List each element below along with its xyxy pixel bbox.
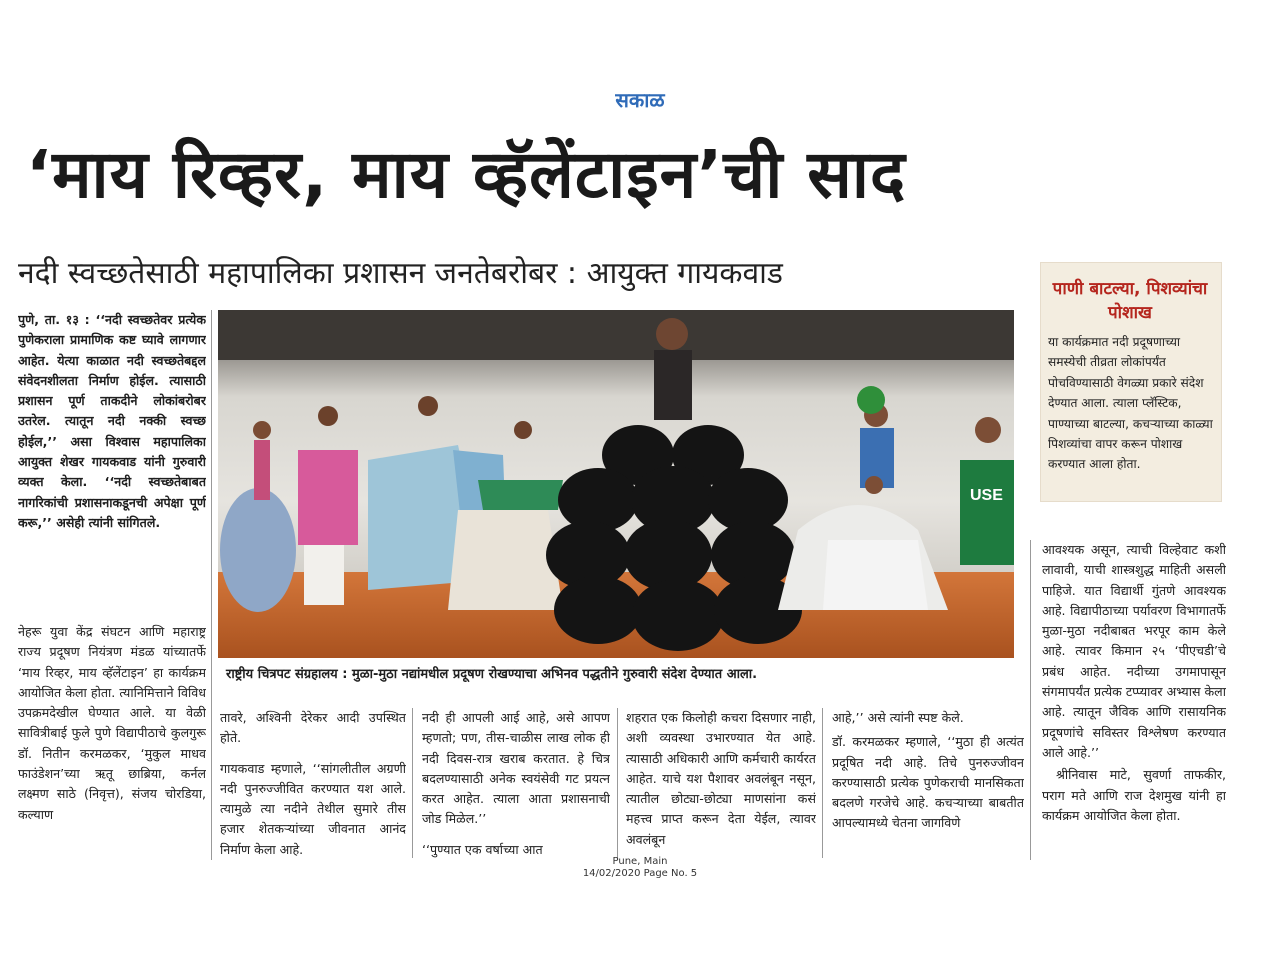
- column-1-continued: [18, 622, 206, 862]
- column-rule: [617, 708, 618, 858]
- sidebar-title: पाणी बाटल्या, पिशव्यांचा पोशाख: [1052, 279, 1208, 323]
- masthead: सकाळ: [615, 88, 665, 112]
- column-2: [220, 708, 406, 858]
- column-3-paragraph-b: ‘‘पुण्यात एक वर्षाच्या आत: [422, 841, 543, 857]
- column-2-paragraph: तावरे, अश्विनी देरेकर आदी उपस्थित होते.: [220, 710, 406, 746]
- headline: ‘माय रिव्हर, माय व्हॅलेंटाइन’ची साद: [26, 136, 907, 213]
- column-1-paragraph: नेहरू युवा केंद्र संघटन आणि महाराष्ट्र राज्य प्रदूषण नियंत्रण मंडळ यांच्यातर्फे ‘माय रिव्हर, माय व्हॅलेंटाइन’ हा कार्यक्रम आयोजित केला होता. त्यानिमित्ताने विविध उपक्रमदेखील घेण्यात आले. या वेळी सावित्रीबाई फुले पुणे विद्यापीठाचे कुलगुरू डॉ. नितीन करमळकर, ‘मुकुल माधव फाउंडेशन’च्या ऋतू छाब्रिया, कर्नल लक्ष्मण साठे (निवृत्त), संजय चोरडिया, कल्याण: [18, 624, 206, 822]
- column-3: [422, 708, 610, 858]
- column-5: [832, 708, 1024, 858]
- column-4-paragraph: शहरात एक किलोही कचरा दिसणार नाही, अशी व्यवस्था उभारण्यात येत आहे. त्यासाठी अधिकारी आणि कर्मचारी कार्यरत आहेत. याचे यश पैशावर अवलंबून नसून, त्यातील छोट्या-छोट्या माणसांना कसं महत्त्व प्राप्त करून देता येईल, त्यावर अवलंबून: [626, 710, 816, 847]
- column-rule: [822, 708, 823, 858]
- column-5-paragraph: आहे,’’ असे त्यांनी स्पष्ट केले.: [832, 710, 964, 725]
- subheadline: नदी स्वच्छतेसाठी महापालिका प्रशासन जनतेबरोबर : आयुक्त गायकवाड: [18, 256, 783, 291]
- column-4: [626, 708, 816, 858]
- column-rule: [412, 708, 413, 858]
- column-6-paragraph: आवश्यक असून, त्याची विल्हेवाट कशी लावावी, याची शास्त्रशुद्ध माहिती असली पाहिजे. यात विद्यार्थी गुंतणे आवश्यक आहे. विद्यापीठाच्या पर्यावरण विभागातर्फे मुळा-मुठा नदीबाबत भरपूर काम केले आहे. त्यावर किमान २५ ‘पीएचडी’चे प्रबंध आहेत. नदीच्या उगमापासून संगमापर्यंत प्रत्येक टप्प्यावर अभ्यास केला आहे. त्यातून जैविक आणि रासायनिक प्रदूषणांचे सविस्तर विश्लेषण करण्यात आले आहे.’’: [1042, 542, 1226, 760]
- column-6: [1042, 540, 1226, 860]
- column-5-paragraph-b: डॉ. करमळकर म्हणाले, ‘‘मुठा ही अत्यंत प्रदूषित नदी आहे. तिचे पुनरुज्जीवन करण्यासाठी प्रत्येक पुणेकराची मानसिकता बदलणे गरजेचे आहे. कचऱ्याच्या बाबतीत आपल्यामध्ये चेतना जागविणे: [832, 734, 1024, 831]
- column-2-paragraph-b: गायकवाड म्हणाले, ‘‘सांगलीतील अग्रणी नदी पुनरुज्जीवित करण्यात यश आले. त्यामुळे त्या नदीने तेथील सुमारे तीस हजार शेतकऱ्यांच्या जीवनात आनंद निर्माण केला आहे.: [220, 760, 406, 857]
- footer-edition: Pune, Main: [612, 856, 668, 867]
- lead-paragraph-text: पुणे, ता. १३ : ‘‘नदी स्वच्छतेवर प्रत्येक पुणेकराला प्रामाणिक कष्ट घ्यावे लागणार आहेत. येत्या काळात नदी स्वच्छतेबद्दल संवेदनशीलता निर्माण होईल. त्यासाठी प्रशासन पूर्ण ताकदीने लोकांबरोबर उतरेल. त्यातून नदी नक्की स्वच्छ होईल,’’ असा विश्वास महापालिका आयुक्त शेखर गायकवाड यांनी गुरुवारी व्यक्त केला. ‘‘नदी स्वच्छतेबाबत नागरिकांची प्रशासनाकडूनची अपेक्षा पूर्ण करू,’’ असेही त्यांनी सांगितले.: [18, 312, 206, 530]
- fashion-show-photo: [218, 310, 1014, 658]
- column-6-paragraph-b: श्रीनिवास माटे, सुवर्णा ताफकीर, पराग मते आणि राज देशमुख यांनी हा कार्यक्रम आयोजित केला होता.: [1042, 767, 1226, 823]
- photo-caption: राष्ट्रीय चित्रपट संग्रहालय : मुळा-मुठा नद्यांमधील प्रदूषण रोखण्याचा अभिनव पद्धतीने गुरुवारी संदेश देण्यात आला.: [226, 667, 758, 682]
- lead-paragraph: [18, 310, 206, 570]
- sidebar-text: या कार्यक्रमात नदी प्रदूषणाच्या समस्येची तीव्रता लोकांपर्यंत पोचविण्यासाठी वेगळ्या प्रकारे संदेश देण्यात आला. त्याला प्लॅस्टिक, पाण्याच्या बाटल्या, कचऱ्याच्या काळ्या पिशव्यांचा वापर करून पोशाख करण्यात आला होता.: [1048, 335, 1213, 472]
- photo-sign-text: USE: [970, 487, 1003, 504]
- column-3-paragraph: नदी ही आपली आई आहे, असे आपण म्हणतो; पण, तीस-चाळीस लाख लोक ही नदी दिवस-रात्र खराब करतात. हे चित्र बदलण्यासाठी अनेक स्वयंसेवी गट प्रयत्न करत आहेत. त्याला आता प्रशासनाची जोड मिळेल.’’: [422, 710, 610, 827]
- page-footer: [540, 856, 740, 880]
- footer-date-page: 14/02/2020 Page No. 5: [582, 868, 698, 879]
- event-photo: [218, 310, 1014, 658]
- column-rule: [211, 310, 212, 860]
- column-rule: [1030, 540, 1031, 860]
